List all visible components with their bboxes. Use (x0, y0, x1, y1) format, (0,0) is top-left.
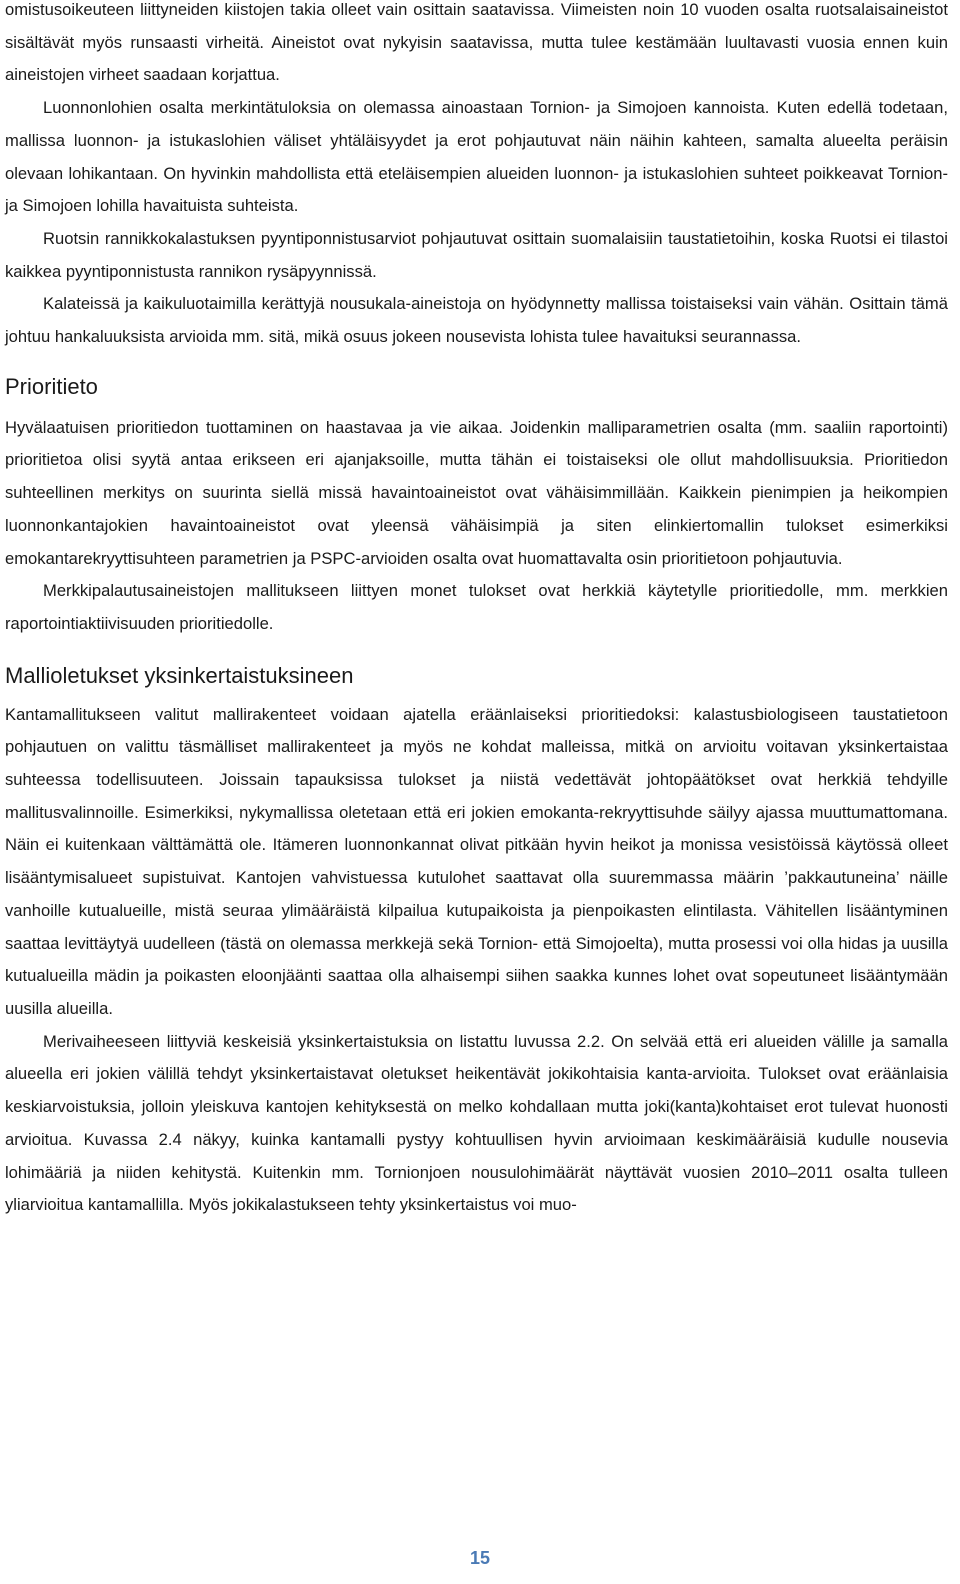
body-paragraph: Kalateissä ja kaikuluotaimilla kerättyjä nousukala-aineistoja on hyödynnetty mallissa toistaiseksi vain vähän. Osittain tämä johtuu hankaluuksista arvioida mm. sitä, mikä osuus jokeen nousevista lohista tulee havaituksi seurannassa. (5, 294, 948, 347)
body-paragraph: Ruotsin rannikkokalastuksen pyyntiponnistusarviot pohjautuvat osittain suomalaisiin taustatietoihin, koska Ruotsi ei tilastoi kaikkea pyyntiponnistusta rannikon rysäpyynnissä. (5, 228, 948, 281)
body-paragraph: Hyvälaatuisen prioritiedon tuottaminen on haastavaa ja vie aikaa. Joidenkin malliparametrien osalta (mm. saaliin raportointi) prioritietoa olisi syytä antaa erikseen eri ajanjaksoille, mutta tähän ei toistaiseksi ole ollut mahdollisuuksia. Prioritiedon suhteellinen merkitys on suurinta siellä missä havaintoaineistot ovat vähäisimmillään. Kaikkein pienimpien ja heikompien luonnonkantajokien havaintoaineistot ovat yleensä vähäisimpiä ja siten elinkiertomallin tulokset esimerkiksi emokantarekryyttisuhteen parametrien ja PSPC-arvioiden osalta ovat huomattavalta osin prioritietoon pohjautuvia. (5, 417, 948, 568)
body-paragraph: Luonnonlohien osalta merkintätuloksia on olemassa ainoastaan Tornion- ja Simojoen kannoista. Kuten edellä todetaan, mallissa luonnon- ja istukaslohien väliset yhtäläisyydet ja erot pohjautuvat näin näihin kahteen, samalta alueelta peräisin olevaan lohikantaan. On hyvinkin mahdollista että eteläisempien alueiden luonnon- ja istukaslohien suhteet poikkeavat Tornion- ja Simojoen lohilla havaituista suhteista. (5, 98, 948, 216)
body-paragraph: Merivaiheeseen liittyviä keskeisiä yksinkertaistuksia on listattu luvussa 2.2. On selvää että eri alueiden välille ja samalla alueella eri jokien välillä tehdyt yksinkertaistavat oletukset heikentävät jokikohtaisia kanta-arvioita. Tulokset ovat eräänlaisia keskiarvoistuksia, jolloin yleiskuva kantojen kehityksestä on melko kohdallaan mutta joki(kanta)kohtaiset erot tulevat huonosti arvioitua. Kuvassa 2.4 näkyy, kuinka kantamalli pystyy kohtuullisen hyvin arvioimaan keskimääräisiä kudulle nousevia lohimääriä ja niiden kehitystä. Kuitenkin mm. Tornionjoen nousulohimäärät näyttävät vuosien 2010–2011 osalta tulleen yliarvioitua kantamallilla. Myös jokikalastukseen tehty yksinkertaistus voi muo- (5, 1031, 948, 1215)
body-paragraph: Merkkipalautusaineistojen mallitukseen liittyen monet tulokset ovat herkkiä käytetylle prioritiedolle, mm. merkkien raportointiaktiivisuuden prioritiedolle. (5, 581, 948, 633)
section-heading-prior: Prioritieto (5, 373, 98, 399)
section-heading-assumptions: Mallioletukset yksinkertaistuksineen (5, 662, 354, 688)
body-paragraph: omistusoikeuteen liittyneiden kiistojen takia olleet vain osittain saatavissa. Viimeisten noin 10 vuoden osalta ruotsalaisaineistot sisältävät myös runsaasti virheitä. Aineistot ovat nykyisin saatavissa, mutta tulee kestämään luultavasti vuosia ennen kuin aineistojen virheet saadaan korjattua. (5, 0, 948, 85)
document-body (5, 0, 948, 1222)
page-number: 15 (469, 1548, 491, 1568)
body-paragraph: Kantamallitukseen valitut mallirakenteet voidaan ajatella eräänlaiseksi prioritiedoksi: kalastusbiologiseen taustatietoon pohjautuen on valittu täsmälliset mallirakenteet ja myös ne kohdat malleissa, mitkä on arvioitu voitavan yksinkertaistaa suhteessa todellisuuteen. Joissain tapauksissa tulokset ja niistä vedettävät johtopäätökset ovat herkkiä tehdyille mallitusvalinnoille. Esimerkiksi, nykymallissa oletetaan että eri jokien emokanta-rekryyttisuhde säilyy ajassa muuttumattomana. Näin ei kuitenkaan välttämättä ole. Itämeren luonnonkannat olivat pitkään hyvin heikot ja monissa vesistöissä käytössä olleet lisääntymisalueet supistuivat. Kantojen vahvistuessa kutulohet saattavat olla suuremmassa määrin ’pakkautuneina’ näille vanhoille kutualueille, mistä seuraa ylimääräistä kilpailua kutupaikoista ja pienpoikasten elintilasta. Vähitellen lisääntyminen saattaa levittäytyä uudelleen (tästä on olemassa merkkejä sekä Tornion- että Simojoelta), mutta prosessi voi olla hidas ja uusilla kutualueilla mädin ja poikasten eloonjäänti saattaa olla alhaisempi siihen saakka kunnes lohet ovat sopeutuneet lisääntymään uusilla alueilla. (5, 704, 948, 1018)
